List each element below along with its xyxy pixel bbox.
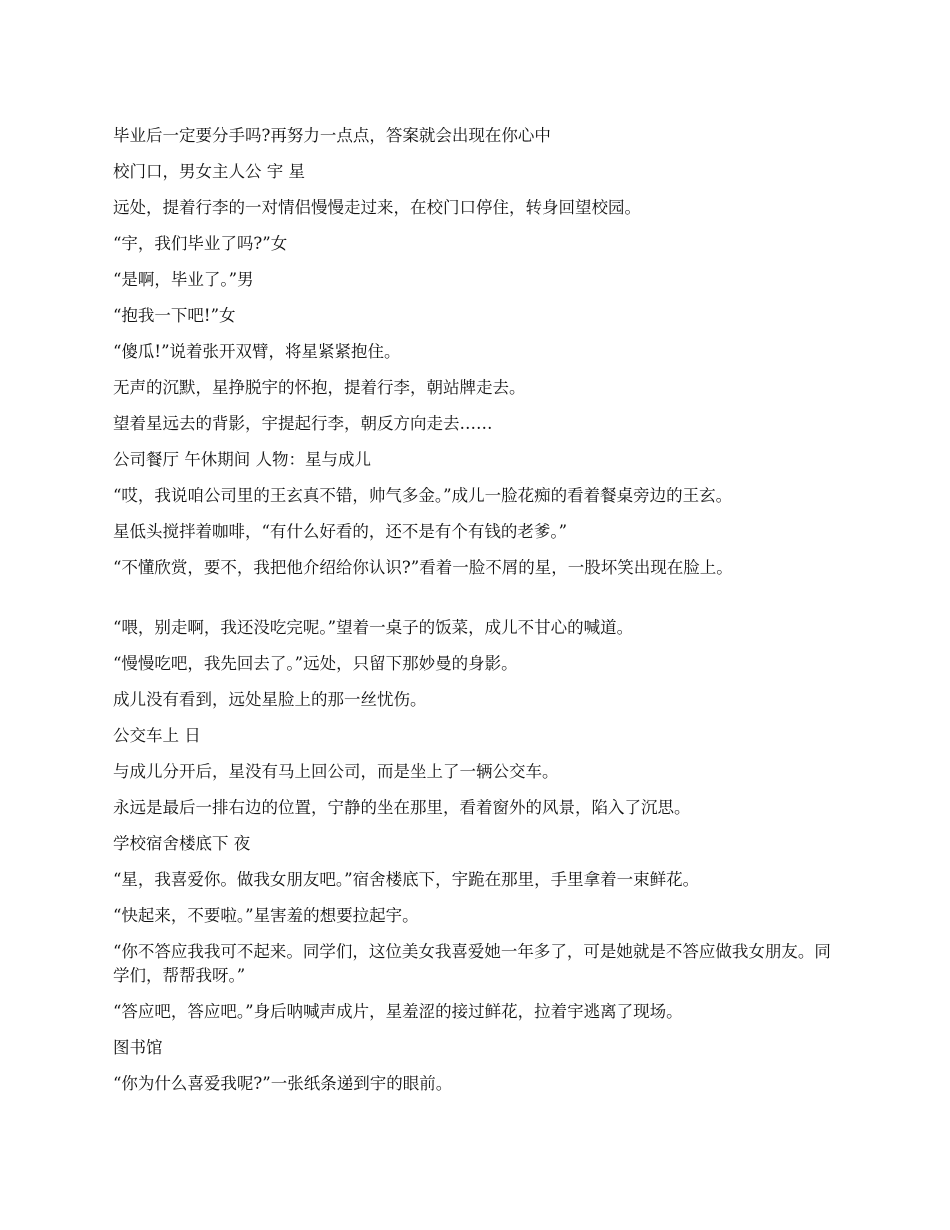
paragraph: “抱我一下吧!”女	[113, 306, 236, 325]
paragraph-title-line: 毕业后一定要分手吗?再努力一点点，答案就会出现在你心中	[113, 126, 551, 145]
paragraph-scene-library: 图书馆	[113, 1038, 163, 1057]
paragraph: “宇，我们毕业了吗?”女	[113, 234, 288, 253]
paragraph: “你不答应我我可不起来。同学们，这位美女我喜爱她一年多了，可是她就是不答应做我女朋友。同学们，帮帮我呀。”	[113, 942, 831, 985]
paragraph: “慢慢吃吧，我先回去了。”远处，只留下那妙曼的身影。	[113, 654, 518, 673]
paragraph: 望着星远去的背影，宇提起行李，朝反方向走去……	[113, 414, 493, 433]
paragraph-scene-school-gate: 校门口，男女主人公 宇 星	[113, 162, 305, 181]
paragraph: “快起来，不要啦。”星害羞的想要拉起宇。	[113, 906, 419, 925]
paragraph-scene-cafeteria: 公司餐厅 午休期间 人物：星与成儿	[113, 450, 371, 469]
paragraph: “不懂欣赏，要不，我把他介绍给你认识?”看着一脸不屑的星，一股坏笑出现在脸上。	[113, 558, 733, 577]
paragraph-scene-dormitory: 学校宿舍楼底下 夜	[113, 834, 251, 853]
paragraph: “星，我喜爱你。做我女朋友吧。”宿舍楼底下，宇跪在那里，手里拿着一束鲜花。	[113, 870, 700, 889]
paragraph: “傻瓜!”说着张开双臂，将星紧紧抱住。	[113, 342, 401, 361]
paragraph: “哎，我说咱公司里的王玄真不错，帅气多金。”成儿一脸花痴的看着餐桌旁边的王玄。	[113, 486, 733, 505]
paragraph: 成儿没有看到，远处星脸上的那一丝忧伤。	[113, 690, 427, 709]
paragraph: 星低头搅拌着咖啡，“有什么好看的，还不是有个有钱的老爹。”	[113, 522, 568, 541]
paragraph: 无声的沉默，星挣脱宇的怀抱，提着行李，朝站牌走去。	[113, 378, 526, 397]
paragraph: “喂，别走啊，我还没吃完呢。”望着一桌子的饭菜，成儿不甘心的喊道。	[113, 618, 634, 637]
paragraph: “你为什么喜爱我呢?”一张纸条递到宇的眼前。	[113, 1074, 453, 1093]
paragraph: “是啊，毕业了。”男	[113, 270, 254, 289]
document-body	[113, 124, 837, 1108]
paragraph: “答应吧，答应吧。”身后呐喊声成片，星羞涩的接过鲜花，拉着宇逃离了现场。	[113, 1002, 683, 1021]
paragraph: 远处，提着行李的一对情侣慢慢走过来，在校门口停住，转身回望校园。	[113, 198, 641, 217]
paragraph: 永远是最后一排右边的位置，宁静的坐在那里，看着窗外的风景，陷入了沉思。	[113, 798, 691, 817]
paragraph-scene-bus: 公交车上 日	[113, 726, 201, 745]
paragraph: 与成儿分开后，星没有马上回公司，而是坐上了一辆公交车。	[113, 762, 559, 781]
